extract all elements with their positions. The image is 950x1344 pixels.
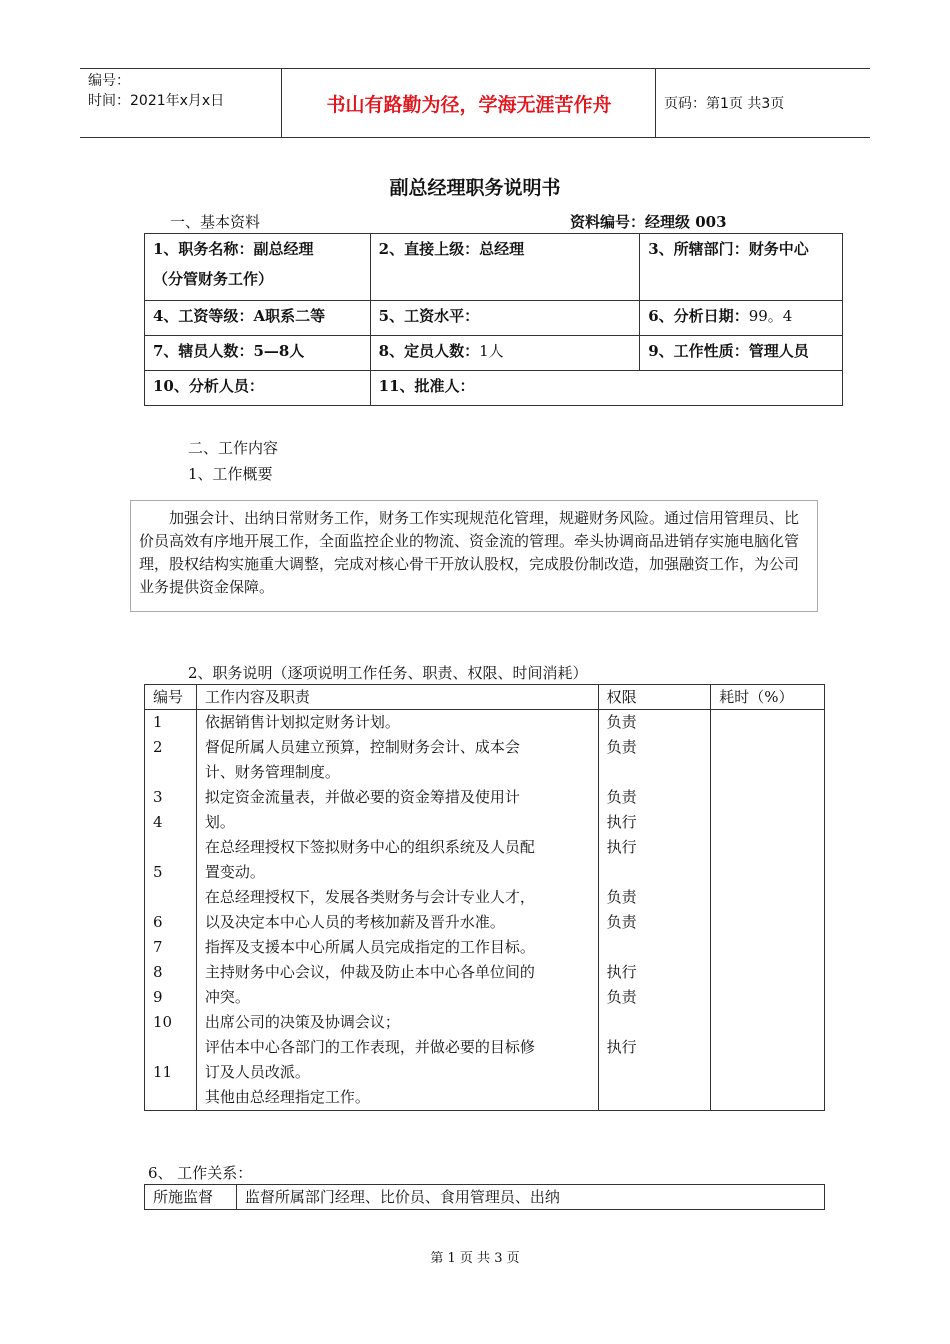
- col-authority-header: 权限: [598, 685, 711, 710]
- header-meta: [80, 69, 282, 137]
- duties-number-column: [145, 710, 197, 1111]
- duty-content-line: 指挥及支援本中心所属人员完成指定的工作目标。: [204, 938, 535, 956]
- relation-label: 所施监督: [145, 1185, 237, 1210]
- field-analyst: 10、分析人员：: [145, 371, 371, 406]
- duty-authority: 负责: [606, 788, 637, 806]
- field-approver: 11、批准人：: [370, 371, 842, 406]
- duty-authority: 负责: [606, 888, 637, 906]
- duties-body-row: [145, 710, 825, 1111]
- basic-row-4: [145, 371, 843, 406]
- duty-number: [153, 835, 188, 860]
- col-number-header: 编号: [145, 685, 197, 710]
- duties-table: [144, 684, 825, 1111]
- field-staff-count: 7、辖员人数：5—8人: [145, 336, 371, 371]
- duty-number: [153, 885, 188, 910]
- duty-content-line: 督促所属人员建立预算，控制财务会计、成本会: [204, 738, 520, 756]
- duty-number: 9: [153, 988, 163, 1006]
- section-work-heading: 二、工作内容: [188, 439, 279, 457]
- duty-content-line: 在总经理授权下，发展各类财务与会计专业人才，: [204, 888, 535, 906]
- duty-content-line: 在总经理授权下签拟财务中心的组织系统及人员配: [204, 838, 535, 856]
- duties-content-column: [196, 710, 598, 1111]
- duty-content-line: 主持财务中心会议，仲裁及防止本中心各单位间的: [204, 963, 535, 981]
- duty-authority: [607, 935, 703, 960]
- field-department: 3、所辖部门：财务中心: [640, 234, 843, 301]
- headcount-label: 8、定员人数：: [378, 342, 480, 360]
- duty-content-line: 出席公司的决策及协调会议；: [204, 1013, 400, 1031]
- relations-row: [145, 1185, 825, 1210]
- basic-row-3: [145, 336, 843, 371]
- duty-number: 10: [153, 1013, 173, 1031]
- section-basic-heading: 一、基本资料: [170, 213, 261, 231]
- duty-authority: 负责: [606, 738, 637, 756]
- field-salary-grade: 4、工资等级：A职系二等: [145, 301, 371, 336]
- duty-content-line: 冲突。: [204, 988, 250, 1006]
- duty-authority: 负责: [606, 988, 637, 1006]
- duties-heading: 2、职务说明（逐项说明工作任务、职责、权限、时间消耗）: [188, 664, 588, 682]
- duty-content-line: 计、财务管理制度。: [204, 763, 340, 781]
- headcount-value: 1人: [479, 342, 504, 360]
- field-supervisor: 2、直接上级：总经理: [370, 234, 640, 301]
- duty-content-line: 评估本中心各部门的工作表现，并做必要的目标修: [204, 1038, 535, 1056]
- duty-authority: 负责: [606, 713, 637, 731]
- work-summary-heading: 1、工作概要: [188, 465, 273, 483]
- duty-content-line: 其他由总经理指定工作。: [204, 1088, 370, 1106]
- basic-row-2: [145, 301, 843, 336]
- document-title: 副总经理职务说明书: [389, 177, 561, 199]
- duty-number: 5: [153, 863, 163, 881]
- relation-value: 监督所属部门经理、比价员、食用管理员、出纳: [236, 1185, 824, 1210]
- number-label: 编号：: [88, 73, 130, 89]
- duties-time-column: [711, 710, 825, 1111]
- duties-authority-column: [598, 710, 711, 1111]
- header-page-info: 页码：第1页 共3页: [664, 96, 785, 112]
- duty-authority: [607, 1085, 703, 1110]
- duty-authority: 执行: [606, 838, 637, 856]
- duty-number: 4: [153, 813, 163, 831]
- duty-authority: 执行: [606, 813, 637, 831]
- page-footer: 第 1 页 共 3 页: [430, 1251, 520, 1266]
- header-motto: 书山有路勤为径，学海无涯苦作舟: [283, 69, 656, 137]
- duty-number: 1: [153, 713, 163, 731]
- basic-info-table: [144, 233, 843, 406]
- duty-number: 7: [153, 938, 163, 956]
- duty-authority: [607, 860, 703, 885]
- duty-number: [153, 1085, 188, 1110]
- position-note: （分管财务工作）: [153, 270, 274, 288]
- duty-number: 8: [153, 963, 163, 981]
- document-header: [80, 68, 870, 138]
- position-name: 1、职务名称：副总经理: [153, 240, 314, 258]
- analysis-date-label: 6、分析日期：: [648, 307, 749, 325]
- duty-authority: [607, 760, 703, 785]
- duty-content-line: 依据销售计划拟定财务计划。: [204, 713, 400, 731]
- relations-table: [144, 1184, 825, 1210]
- col-content-header: 工作内容及职责: [196, 685, 598, 710]
- duty-authority: 执行: [606, 963, 637, 981]
- duty-number: 3: [153, 788, 163, 806]
- duty-content-line: 订及人员改派。: [204, 1063, 310, 1081]
- duty-content-line: 划。: [204, 813, 235, 831]
- field-salary-level: 5、工资水平：: [370, 301, 640, 336]
- relations-heading: 6、 工作关系：: [148, 1164, 253, 1182]
- duty-authority: 执行: [606, 1038, 637, 1056]
- duty-authority: [607, 1060, 703, 1085]
- field-work-nature: 9、工作性质：管理人员: [640, 336, 843, 371]
- basic-row-1: [145, 234, 843, 301]
- time-label: 时间：2021年x月x日: [88, 93, 225, 109]
- field-position: [145, 234, 371, 301]
- document-ref-number: 资料编号：经理级 003: [570, 213, 727, 231]
- field-analysis-date: [640, 301, 843, 336]
- duty-content-line: 拟定资金流量表，并做必要的资金筹措及使用计: [204, 788, 520, 806]
- analysis-date-value: 99。4: [748, 307, 793, 325]
- duty-number: [153, 760, 188, 785]
- duty-number: 2: [153, 738, 163, 756]
- col-time-header: 耗时（%）: [711, 685, 825, 710]
- duty-number: [153, 1035, 188, 1060]
- work-summary-box: 加强会计、出纳日常财务工作，财务工作实现规范化管理，规避财务风险。通过信用管理员、比价员高效有序地开展工作，全面监控企业的物流、资金流的管理。牵头协调商品进销存实施电脑化管理，股权结构实施重大调整，完成对核心骨干开放认股权，完成股份制改造，加强融资工作，为公司业务提供资金保障。: [130, 500, 818, 612]
- duty-content-line: 以及决定本中心人员的考核加薪及晋升水准。: [204, 913, 505, 931]
- duty-number: 11: [153, 1063, 173, 1081]
- duties-header-row: [145, 685, 825, 710]
- duty-authority: [607, 1010, 703, 1035]
- duty-authority: 负责: [606, 913, 637, 931]
- duty-number: 6: [153, 913, 163, 931]
- field-headcount: [370, 336, 640, 371]
- duty-content-line: 置变动。: [204, 863, 265, 881]
